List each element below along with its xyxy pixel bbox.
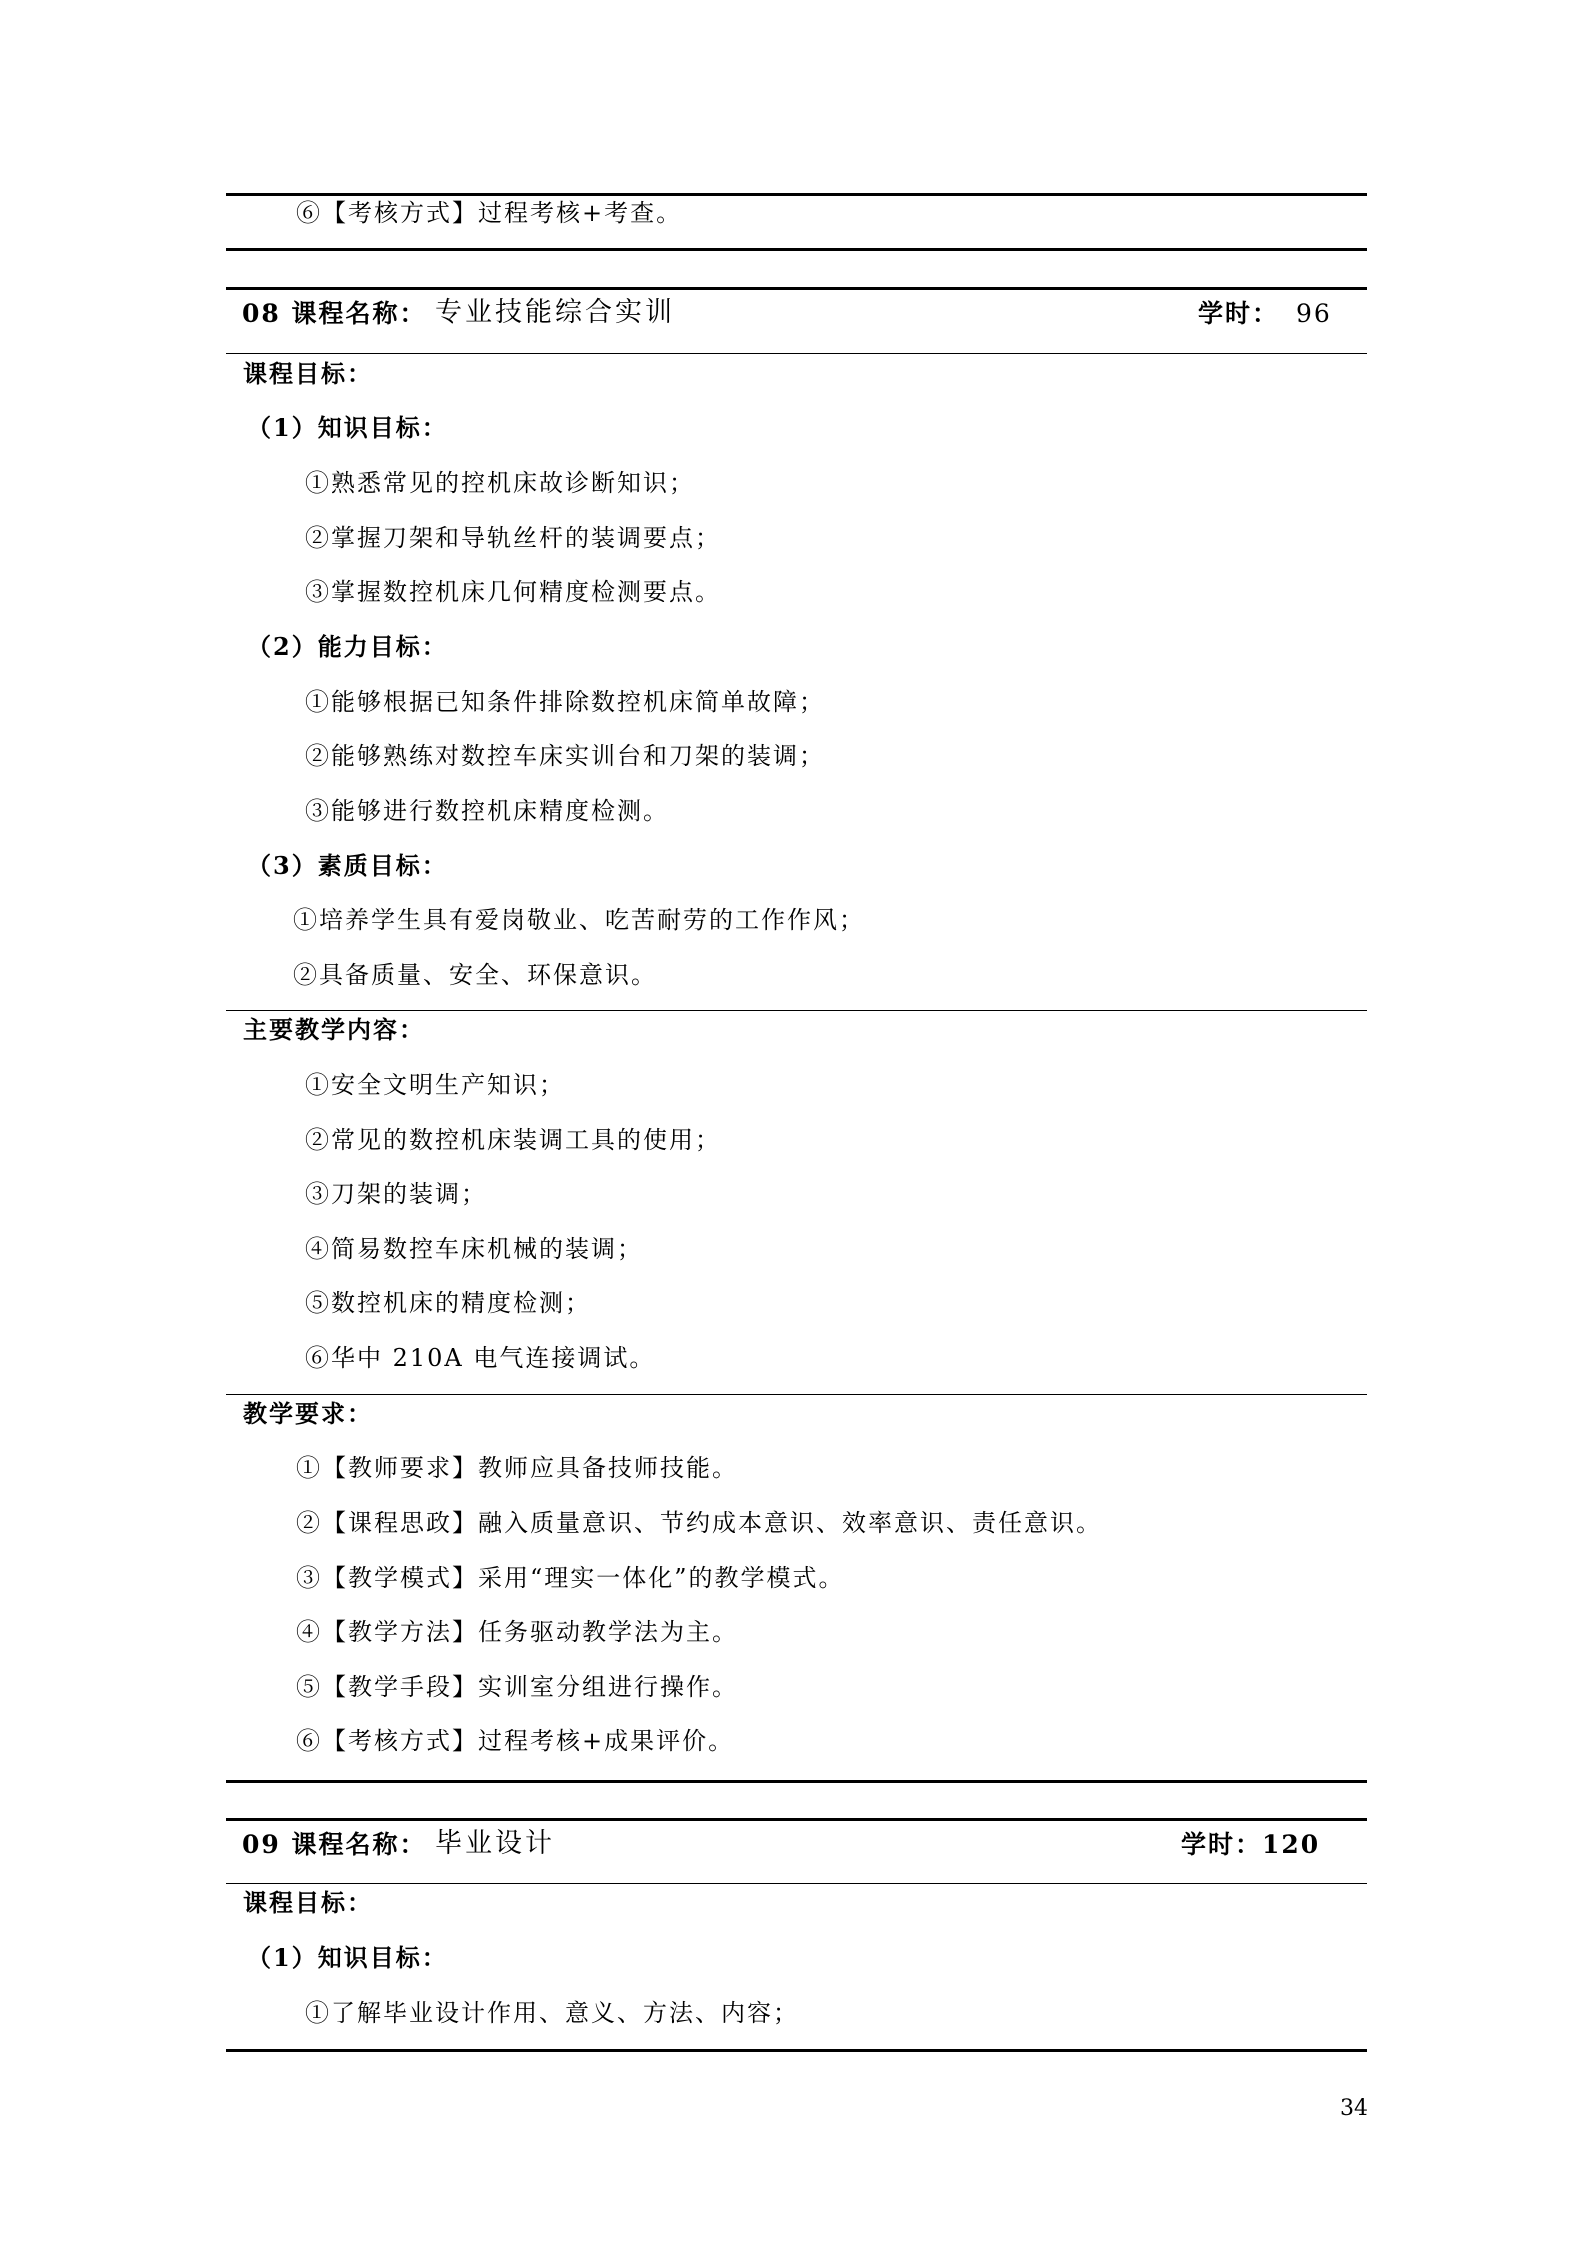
course08-requirement-item: ④【教学方法】任务驱动教学法为主。: [296, 1618, 738, 1646]
course08-quality-label: （3）素质目标：: [247, 851, 448, 880]
course08-ability-label: （2）能力目标：: [247, 632, 448, 661]
course08-content-rule: [226, 1010, 1367, 1011]
course08-end-rule: [226, 1780, 1367, 1783]
course08-requirement-item: ③【教学模式】采用“理实一体化”的教学模式。: [296, 1564, 845, 1592]
course08-requirement-item: ①【教师要求】教师应具备技师技能。: [296, 1454, 738, 1482]
course08-knowledge-item: ①熟悉常见的控机床故诊断知识；: [305, 469, 695, 497]
course09-objectives-label: 课程目标：: [243, 1888, 373, 1917]
course08-content-item: ④简易数控车床机械的装调；: [305, 1235, 643, 1263]
course08-requirement-item: ②【课程思政】融入质量意识、节约成本意识、效率意识、责任意识。: [296, 1509, 1102, 1537]
course09-hours: 120: [1262, 1830, 1321, 1859]
course09-knowledge-label: （1）知识目标：: [247, 1943, 448, 1972]
course08-ability-item: ①能够根据已知条件排除数控机床简单故障；: [305, 688, 825, 716]
section-end-rule: [226, 248, 1367, 251]
course08-hours: 96: [1296, 299, 1332, 328]
course08-content-item: ②常见的数控机床装调工具的使用；: [305, 1126, 721, 1154]
assessment-line: ⑥【考核方式】过程考核+考查。: [296, 199, 683, 227]
course08-requirements-label: 教学要求：: [243, 1399, 373, 1428]
page-number: 34: [1340, 2096, 1368, 2121]
course08-ability-item: ②能够熟练对数控车床实训台和刀架的装调；: [305, 742, 825, 770]
course08-content-item: ⑤数控机床的精度检测；: [305, 1289, 591, 1317]
course09-hours-label: 学时：: [1181, 1830, 1263, 1859]
course08-content-item: ③刀架的装调；: [305, 1180, 487, 1208]
course08-knowledge-item: ②掌握刀架和导轨丝杆的装调要点；: [305, 524, 721, 552]
course08-quality-item: ②具备质量、安全、环保意识。: [293, 961, 657, 989]
course08-knowledge-item: ③掌握数控机床几何精度检测要点。: [305, 578, 721, 606]
course09-knowledge-item: ①了解毕业设计作用、意义、方法、内容；: [305, 1999, 799, 2027]
course08-ability-item: ③能够进行数控机床精度检测。: [305, 797, 669, 825]
course08-requirement-item: ⑥【考核方式】过程考核+成果评价。: [296, 1727, 735, 1755]
course08-number-label: 08 课程名称：: [242, 299, 427, 328]
course08-hours-label: 学时：: [1198, 299, 1280, 328]
course08-requirement-item: ⑤【教学手段】实训室分组进行操作。: [296, 1673, 738, 1701]
course08-top-rule: [226, 287, 1367, 290]
course08-quality-item: ①培养学生具有爱岗敬业、吃苦耐劳的工作作风；: [293, 906, 865, 934]
course08-content-item: ①安全文明生产知识；: [305, 1071, 565, 1099]
course08-content-label: 主要教学内容：: [243, 1015, 425, 1044]
course09-header-rule: [226, 1883, 1367, 1884]
course08-header-rule: [226, 353, 1367, 354]
course08-content-item: ⑥华中 210A 电气连接调试。: [305, 1344, 656, 1372]
course09-bottom-rule: [226, 2049, 1367, 2052]
course09-top-rule: [226, 1818, 1367, 1821]
course08-knowledge-label: （1）知识目标：: [247, 413, 448, 442]
course08-requirements-rule: [226, 1394, 1367, 1395]
course09-number-label: 09 课程名称：: [242, 1830, 427, 1859]
course08-objectives-label: 课程目标：: [243, 359, 373, 388]
course09-name: 毕业设计: [435, 1828, 555, 1859]
course08-name: 专业技能综合实训: [435, 297, 675, 328]
